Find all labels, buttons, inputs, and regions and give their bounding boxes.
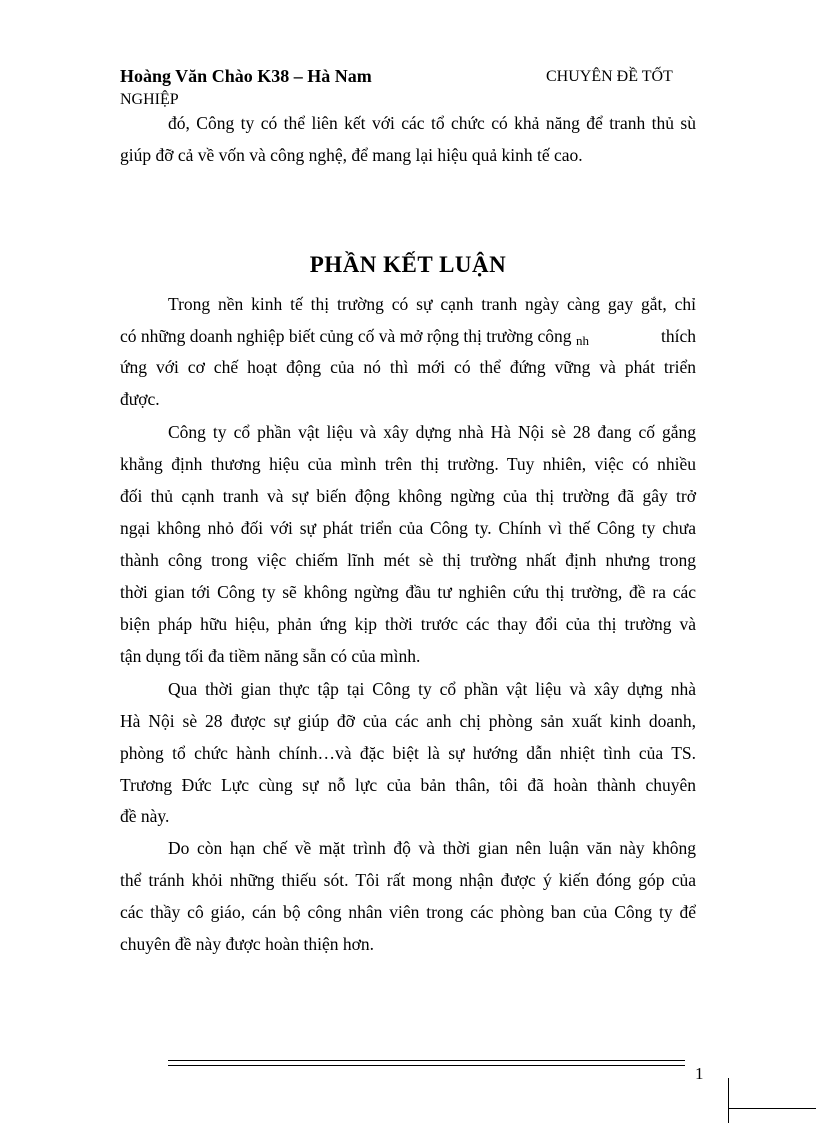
paragraph-3-line-5: đề này. xyxy=(120,806,170,826)
paragraph-2-line-3: đối thủ cạnh tranh và sự biến động không ngừng của thị trường đã gây trở xyxy=(120,486,696,506)
paragraph-2-line-5: thành công trong việc chiếm lĩnh mét sè thị trường nhất định nhưng trong xyxy=(120,550,696,570)
paragraph-2-line-4: ngại không nhỏ đối với sự phát triển của Công ty. Chính vì thế Công ty chưa xyxy=(120,518,696,538)
paragraph-2-line-1: Công ty cổ phần vật liệu và xây dựng nhà Hà Nội sè 28 đang cố gắng xyxy=(168,422,696,442)
intro-line-1: đó, Công ty có thể liên kết với các tổ chức có khả năng để tranh thủ sù xyxy=(168,113,696,133)
paragraph-2-line-7: biện pháp hữu hiệu, phản ứng kịp thời trước các thay đổi của thị trường và xyxy=(120,614,696,634)
header-author: Hoàng Văn Chào K38 – Hà Nam xyxy=(120,66,372,86)
paragraph-4-line-2: thể tránh khỏi những thiếu sót. Tôi rất mong nhận được ý kiến đóng góp của xyxy=(120,870,696,890)
paragraph-2-line-6: thời gian tới Công ty sẽ không ngừng đầu tư nghiên cứu thị trường, đề ra các xyxy=(120,582,696,602)
section-title: PHẦN KẾT LUẬN xyxy=(309,252,507,277)
paragraph-1-line-2-end: thích xyxy=(661,326,696,346)
paragraph-3-line-2: Hà Nội sè 28 được sự giúp đỡ của các anh chị phòng sản xuất kinh doanh, xyxy=(120,711,696,731)
paragraph-4-line-4: chuyên đề này được hoàn thiện hơn. xyxy=(120,934,374,954)
page-number: 1 xyxy=(695,1064,704,1083)
paragraph-4-line-3: các thầy cô giáo, cán bộ công nhân viên trong các phòng ban của Công ty để xyxy=(120,902,696,922)
paragraph-3-line-3: phòng tổ chức hành chính…và đặc biệt là sự hướng dẫn nhiệt tình của TS. xyxy=(120,743,696,763)
page-frame-vertical-line xyxy=(728,1078,730,1123)
paragraph-3-line-1: Qua thời gian thực tập tại Công ty cổ phần vật liệu và xây dựng nhà xyxy=(168,679,696,699)
page-frame-horizontal-line xyxy=(728,1108,816,1110)
paragraph-1-line-2 xyxy=(120,326,696,347)
paragraph-2-line-2: khẳng định thương hiệu của mình trên thị trường. Tuy nhiên, việc có nhiều xyxy=(120,454,696,474)
header-doc-type: CHUYÊN ĐỀ TỐT xyxy=(546,68,673,85)
paragraph-4-line-1: Do còn hạn chế về mặt trình độ và thời gian nên luận văn này không xyxy=(168,838,696,858)
paragraph-1-line-2-fragment: nh xyxy=(575,333,589,348)
paragraph-3-line-4: Trương Đức Lực cùng sự nỗ lực của bản thân, tôi đã hoàn thành chuyên xyxy=(120,775,696,795)
intro-line-2: giúp đỡ cả về vốn và công nghệ, để mang lại hiệu quả kinh tế cao. xyxy=(120,145,583,165)
paragraph-1-line-4: được. xyxy=(120,389,160,409)
paragraph-1-line-3: ứng với cơ chế hoạt động của nó thì mới có thể đứng vững và phát triển xyxy=(120,357,696,377)
paragraph-1-line-1: Trong nền kinh tế thị trường có sự cạnh tranh ngày càng gay gắt, chỉ xyxy=(168,294,696,314)
paragraph-2-line-8: tận dụng tối đa tiềm năng sẵn có của mình. xyxy=(120,646,421,666)
paragraph-1-line-2-main: có những doanh nghiệp biết củng cố và mở rộng thị trường công xyxy=(120,326,572,346)
footer-double-rule xyxy=(168,1060,685,1066)
header-doc-type-continued: NGHIỆP xyxy=(120,91,179,108)
